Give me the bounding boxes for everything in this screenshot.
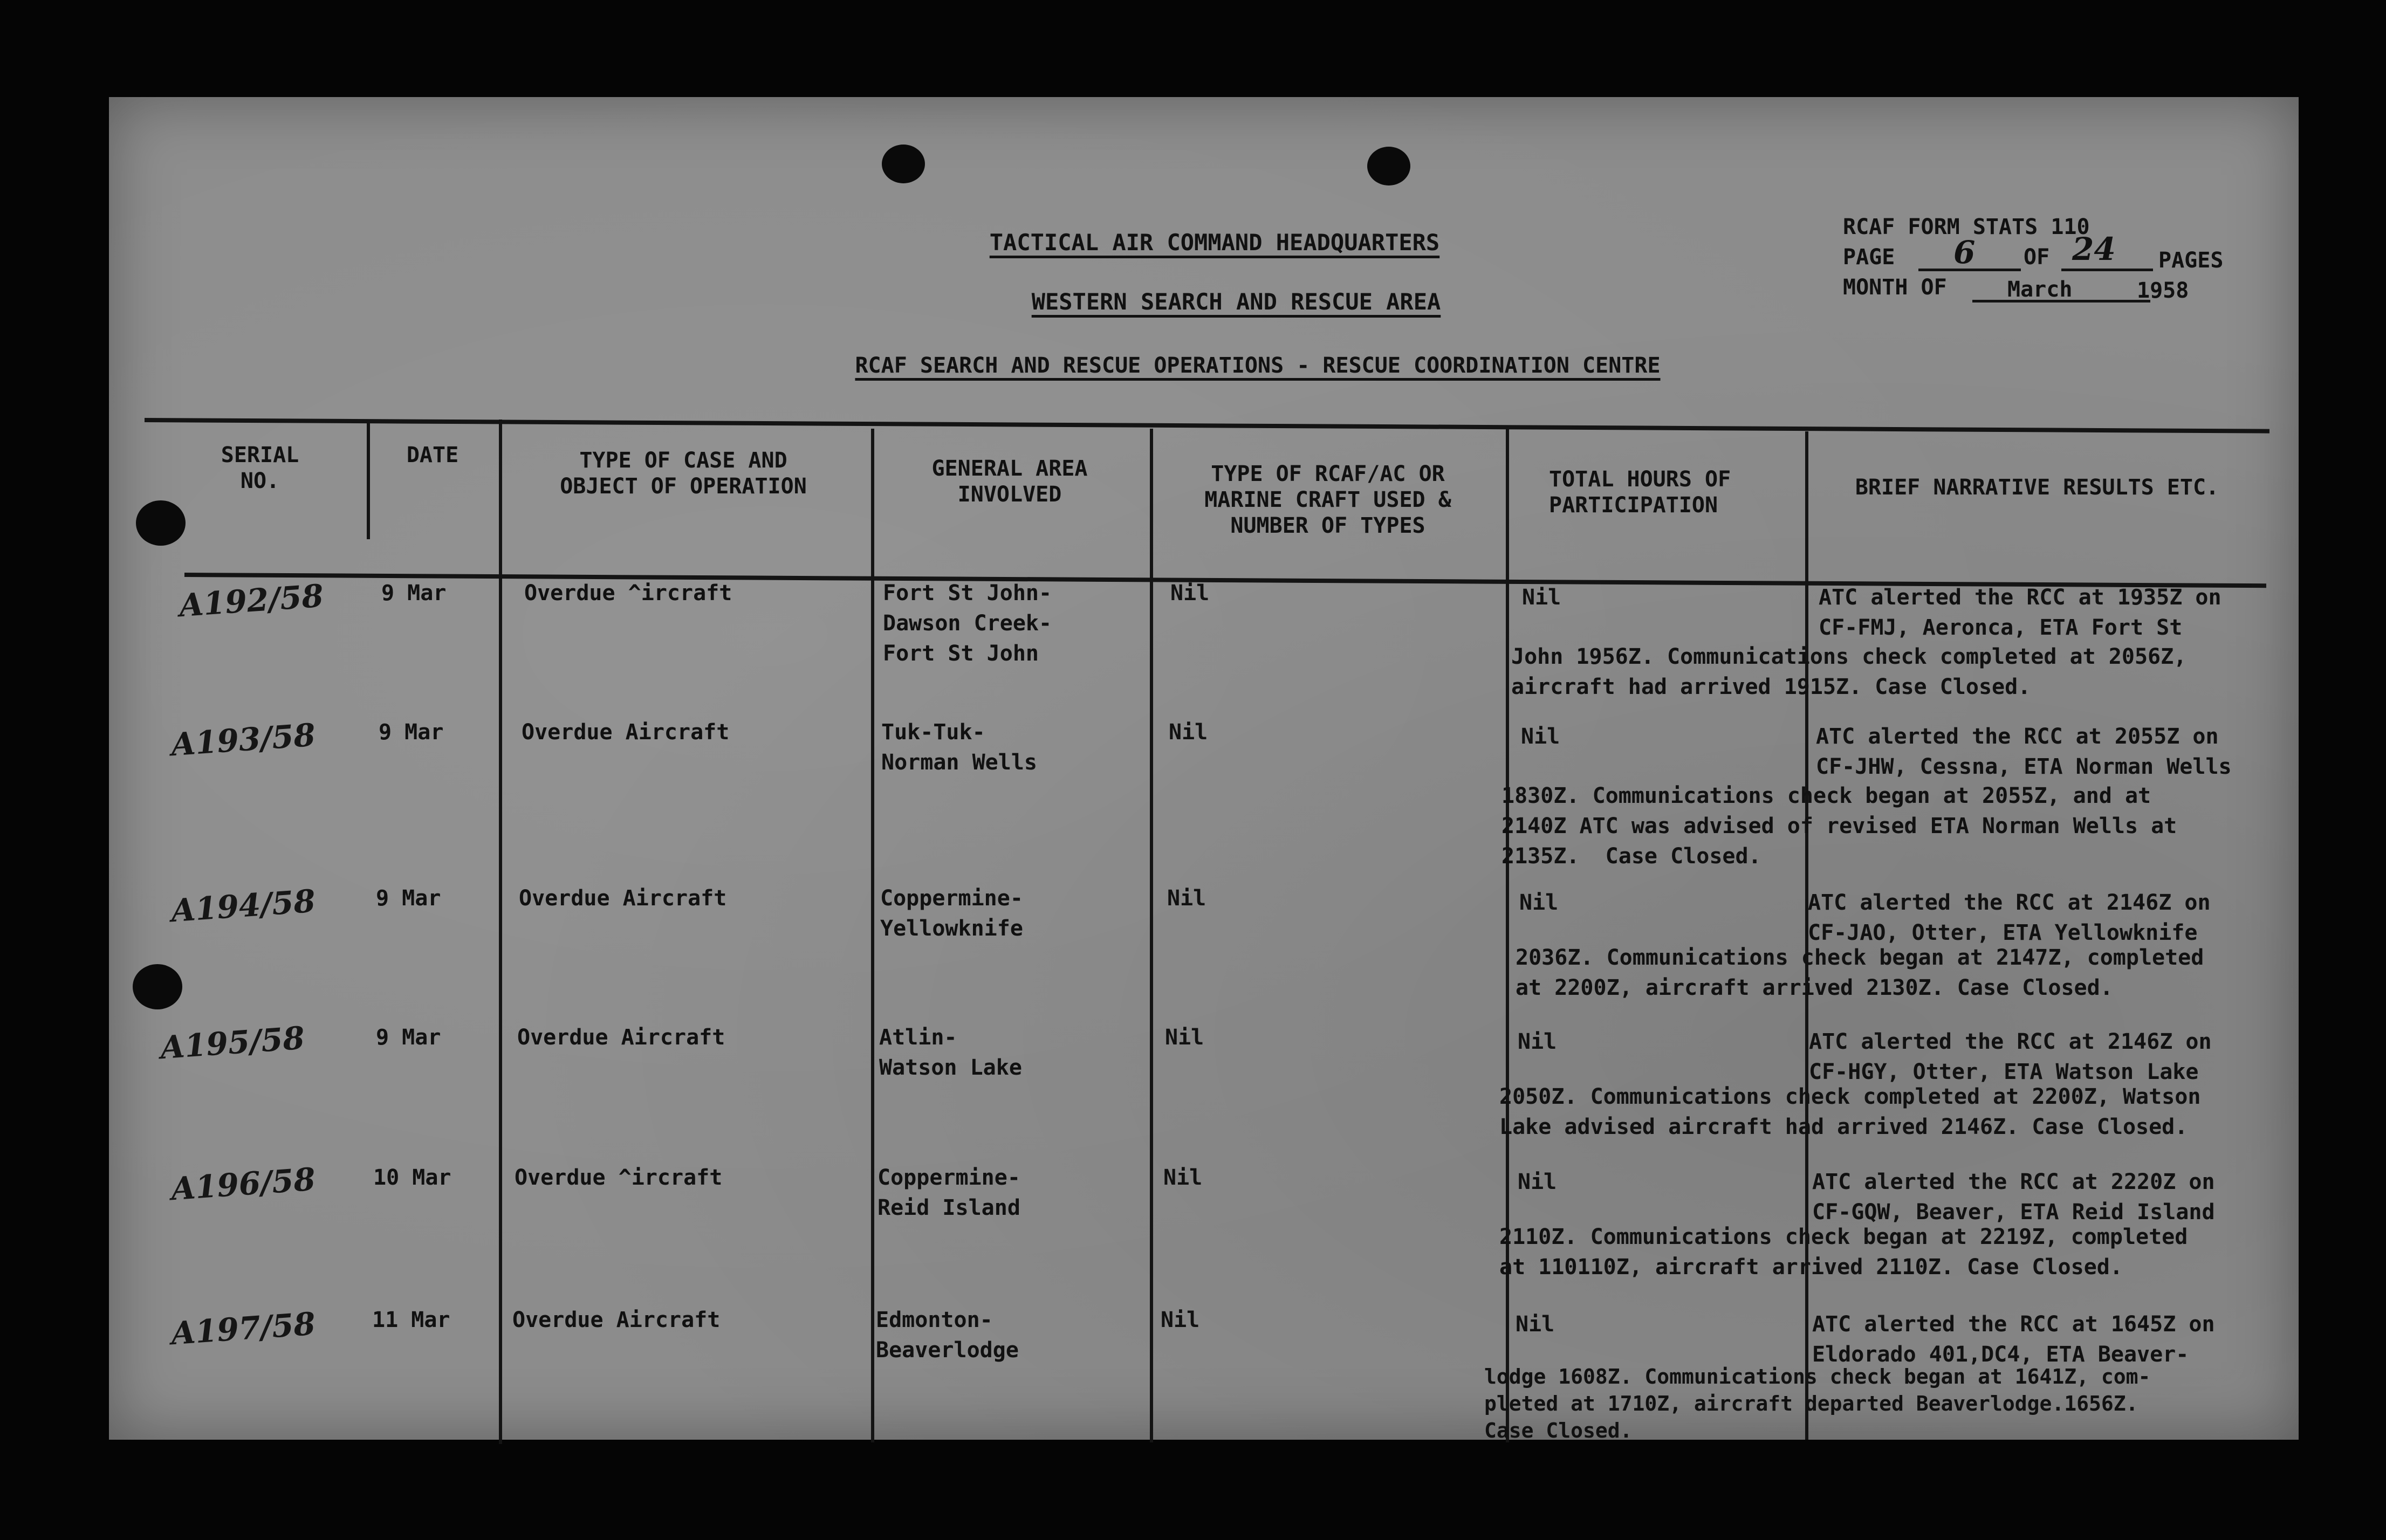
- total-pages-underline: [2061, 269, 2153, 271]
- row-narrative-continued: 2036Z. Communications check began at 2147Z, completed at 2200Z, aircraft arrived 2130Z. Case Closed.: [1516, 945, 2204, 1000]
- row-area: Coppermine- Reid Island: [877, 1165, 1020, 1220]
- header-title: TACTICAL AIR COMMAND HEADQUARTERS: [989, 229, 1440, 256]
- row-narrative-continued: 2050Z. Communications check completed at 2200Z, Watson Lake advised aircraft had arrived 2146Z. Case Closed.: [1499, 1084, 2201, 1139]
- row-narrative-continued: John 1956Z. Communications check completed at 2056Z, aircraft had arrived 1915Z. Case Closed.: [1511, 644, 2187, 699]
- row-case-type: Overdue ^ircraft: [515, 1165, 723, 1190]
- table-top-rule: [145, 418, 2270, 434]
- row-hours: Nil: [1518, 1170, 1557, 1194]
- row-narrative-continued: lodge 1608Z. Communications check began at 1641Z, com- pleted at 1710Z, aircraft departed Beaverlodge.1656Z. Case Closed.: [1484, 1365, 2151, 1442]
- column-divider: [1150, 429, 1153, 1442]
- row-date: 9 Mar: [381, 581, 447, 606]
- row-date: 10 Mar: [373, 1165, 451, 1190]
- row-craft: Nil: [1165, 1025, 1204, 1050]
- row-hours: Nil: [1516, 1312, 1555, 1337]
- punch-hole: [133, 964, 182, 1009]
- form-number: RCAF FORM STATS 110: [1843, 215, 2090, 239]
- col-header-date: DATE: [406, 443, 459, 468]
- row-narrative-top: ATC alerted the RCC at 2146Z on CF-HGY, Otter, ETA Watson Lake: [1809, 1029, 2212, 1084]
- row-narrative-top: ATC alerted the RCC at 2055Z on CF-JHW, Cessna, ETA Norman Wells: [1816, 724, 2232, 779]
- row-date: 9 Mar: [379, 720, 444, 745]
- col-header-serial: SERIAL NO.: [221, 443, 299, 493]
- month-label: MONTH OF: [1843, 275, 1947, 300]
- serial-number: A195/58: [159, 1019, 306, 1067]
- row-narrative-top: ATC alerted the RCC at 2146Z on CF-JAO, Otter, ETA Yellowknife: [1808, 890, 2211, 945]
- document-page: [109, 97, 2299, 1440]
- header-area: WESTERN SEARCH AND RESCUE AREA: [1031, 288, 1441, 315]
- column-divider: [871, 429, 874, 1442]
- col-header-narrative: BRIEF NARRATIVE RESULTS ETC.: [1855, 475, 2219, 500]
- header-operations: RCAF SEARCH AND RESCUE OPERATIONS - RESCUE COORDINATION CENTRE: [855, 353, 1661, 378]
- row-date: 9 Mar: [376, 886, 441, 911]
- row-hours: Nil: [1519, 890, 1559, 915]
- column-divider: [499, 420, 502, 1444]
- year-value: 1958: [2137, 278, 2189, 303]
- row-narrative-top: ATC alerted the RCC at 1645Z on Eldorado 401,DC4, ETA Beaver-: [1812, 1312, 2215, 1367]
- serial-number: A193/58: [169, 716, 317, 764]
- row-craft: Nil: [1161, 1308, 1200, 1332]
- serial-number: A197/58: [169, 1305, 317, 1352]
- serial-number: A192/58: [177, 577, 325, 624]
- column-divider: [1506, 429, 1509, 1442]
- row-craft: Nil: [1169, 720, 1208, 745]
- row-narrative-top: ATC alerted the RCC at 1935Z on CF-FMJ, Aeronca, ETA Fort St: [1819, 585, 2222, 640]
- col-header-area: GENERAL AREA INVOLVED: [931, 456, 1088, 507]
- punch-hole: [136, 500, 186, 546]
- serial-number: A194/58: [169, 882, 317, 930]
- month-value: March: [2007, 277, 2073, 302]
- row-area: Edmonton- Beaverlodge: [876, 1308, 1019, 1363]
- row-date: 9 Mar: [376, 1025, 441, 1050]
- row-craft: Nil: [1170, 581, 1210, 606]
- row-hours: Nil: [1522, 585, 1561, 610]
- page-label: PAGE: [1843, 245, 1895, 270]
- col-header-hours: TOTAL HOURS OF PARTICIPATION: [1549, 467, 1731, 518]
- row-case-type: Overdue Aircraft: [522, 720, 730, 745]
- pages-label: PAGES: [2158, 248, 2224, 273]
- row-hours: Nil: [1521, 724, 1560, 749]
- row-case-type: Overdue Aircraft: [512, 1308, 721, 1332]
- row-date: 11 Mar: [372, 1308, 450, 1332]
- punch-hole: [882, 145, 925, 183]
- row-hours: Nil: [1518, 1029, 1557, 1054]
- row-case-type: Overdue Aircraft: [519, 886, 727, 911]
- row-area: Fort St John- Dawson Creek- Fort St John: [883, 581, 1052, 666]
- serial-number: A196/58: [169, 1160, 317, 1208]
- punch-hole: [1367, 147, 1410, 185]
- of-label: OF: [2024, 245, 2050, 270]
- row-case-type: Overdue ^ircraft: [524, 581, 732, 606]
- page-number: 6: [1953, 234, 1976, 271]
- row-craft: Nil: [1163, 1165, 1203, 1190]
- row-narrative-continued: 1830Z. Communications check began at 2055Z, and at 2140Z ATC was advised of revised ETA Norman Wells at 2135Z. Case Closed.: [1501, 783, 2177, 869]
- row-area: Tuk-Tuk- Norman Wells: [881, 720, 1037, 775]
- row-narrative-top: ATC alerted the RCC at 2220Z on CF-GQW, Beaver, ETA Reid Island: [1812, 1170, 2215, 1225]
- column-divider: [367, 420, 370, 539]
- row-case-type: Overdue Aircraft: [517, 1025, 725, 1050]
- col-header-craft: TYPE OF RCAF/AC OR MARINE CRAFT USED & NUMBER OF TYPES: [1204, 462, 1451, 538]
- row-area: Coppermine- Yellowknife: [880, 886, 1023, 941]
- col-header-case-type: TYPE OF CASE AND OBJECT OF OPERATION: [560, 448, 807, 499]
- total-pages: 24: [2072, 231, 2116, 267]
- row-area: Atlin- Watson Lake: [879, 1025, 1022, 1080]
- row-narrative-continued: 2110Z. Communications check began at 2219Z, completed at 110110Z, aircraft arrived 2110Z. Case Closed.: [1499, 1225, 2188, 1280]
- row-craft: Nil: [1167, 886, 1206, 911]
